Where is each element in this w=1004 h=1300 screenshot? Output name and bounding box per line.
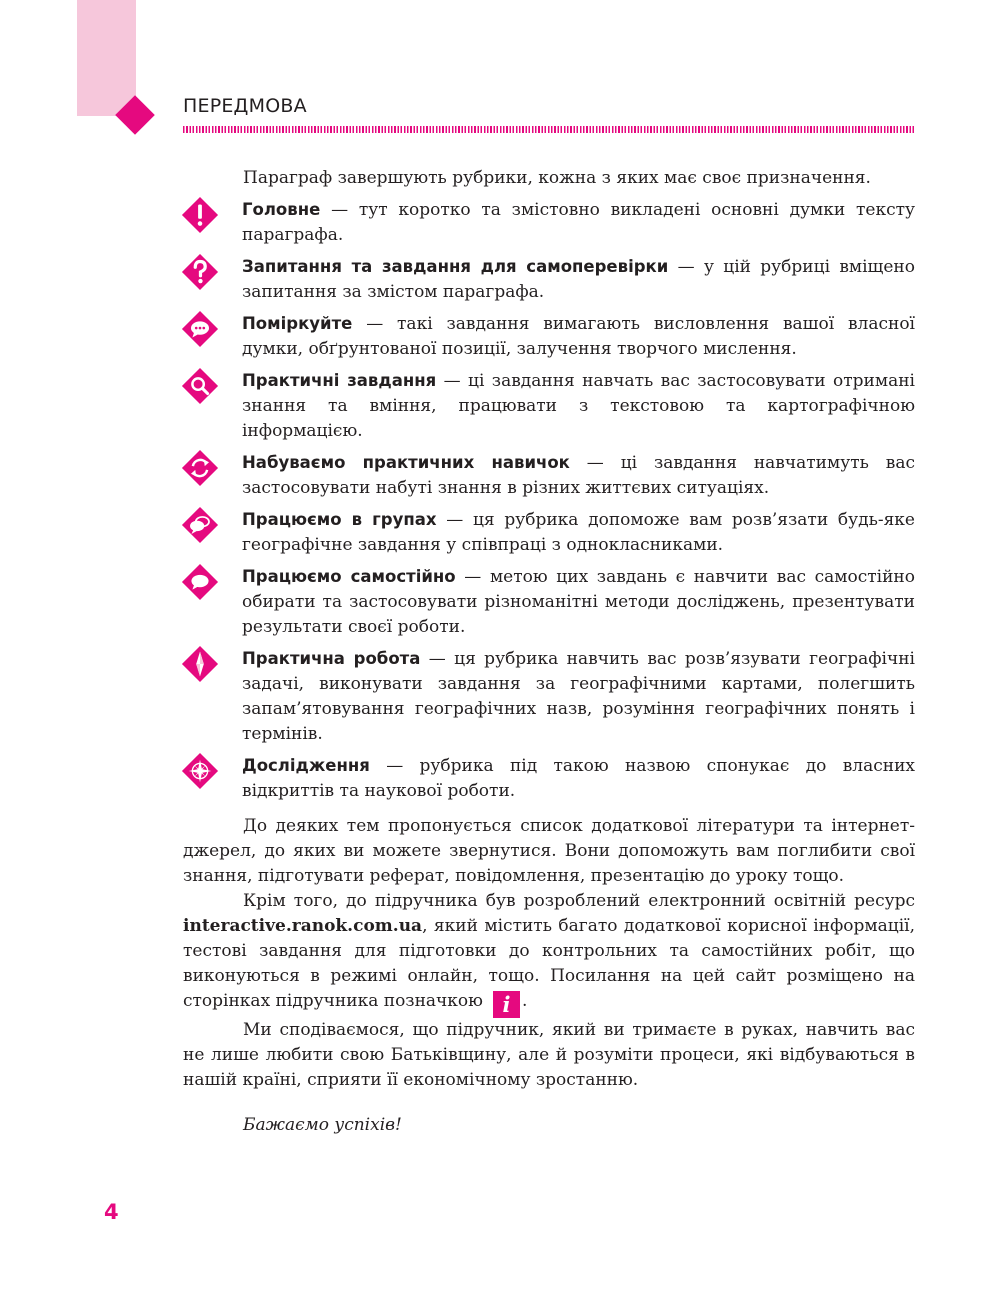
rubric-name: Поміркуйте	[242, 314, 353, 333]
rubric-self-check	[183, 254, 915, 305]
rubric-group-work	[183, 507, 915, 558]
speech-bubble-dots-icon	[181, 310, 219, 348]
compass-needle-icon	[181, 645, 219, 683]
resource-text-before: Крім того, до підручника був розроблений електронний освітній ресурс	[243, 891, 915, 911]
closing-wish: Бажаємо успіхів!	[243, 1115, 402, 1135]
page-content	[183, 166, 915, 1138]
literature-paragraph: До деяких тем пропонується список додаткової літератури та інтернет-джерел, до яких ви можете звернутися. Вони допоможуть вам поглибити свої знання, підготувати реферат, повідомлення, презентацію до уроку тощо.	[183, 816, 915, 886]
info-icon: i	[493, 991, 520, 1018]
rubric-description: — рубрика під такою назвою спонукає до власних відкриттів та наукової роботи.	[242, 756, 915, 801]
rubric-main	[183, 197, 915, 248]
rubric-description: — метою цих завдань є навчити вас самостійно обирати та застосовувати різноманітні методи досліджень, презентувати результати своєї роботи.	[242, 567, 915, 637]
rubric-research	[183, 753, 915, 804]
bubble-icon	[181, 563, 219, 601]
rubric-name: Дослідження	[242, 756, 370, 775]
rubric-description: — тут коротко та змістовно викладені основні думки тексту параграфа.	[242, 200, 915, 245]
page-number: 4	[104, 1200, 119, 1224]
resource-text-after: , який містить багато додаткової корисної інформації, тестові завдання для підготовки до контрольних та самостійних робіт, що виконуються в режимі онлайн, тощо. Посилання на цей сайт розміщено на сторінках підручника позначкою	[183, 916, 915, 1011]
rubric-practical-tasks	[183, 368, 915, 444]
rubric-description: — ці завдання навчать вас застосовувати отримані знання та вміння, працювати з текстовою та картографічною інформацією.	[242, 371, 915, 441]
rubric-name: Головне	[242, 200, 321, 219]
question-icon	[181, 253, 219, 291]
rubric-name: Запитання та завдання для самоперевірки	[242, 257, 669, 276]
rubric-name: Практичні завдання	[242, 371, 437, 390]
compass-rose-icon	[181, 752, 219, 790]
rubric-name: Набуваємо практичних навичок	[242, 453, 570, 472]
two-bubbles-icon	[181, 506, 219, 544]
magnifier-icon	[181, 367, 219, 405]
hope-paragraph: Ми сподіваємося, що підручник, який ви тримаєте в руках, навчить вас не лише любити свою Батьківщину, але й розуміти процеси, які відбуваються в нашій країні, сприяти її економічному зростанню.	[183, 1020, 915, 1090]
resource-text-end: .	[521, 991, 528, 1011]
page-title: ПЕРЕДМОВА	[183, 95, 307, 117]
rubric-description: — ці завдання навчатимуть вас застосовувати набуті знання в різних життєвих ситуаціях.	[242, 453, 915, 498]
pink-corner-tab	[77, 0, 136, 116]
rubric-description: — такі завдання вимагають висловлення вашої власної думки, обґрунтованої позиції, залучення творчого мислення.	[242, 314, 915, 359]
resource-paragraph	[183, 889, 915, 1018]
cycle-arrows-icon	[181, 449, 219, 487]
exclamation-icon	[181, 196, 219, 234]
rubric-independent-work	[183, 564, 915, 640]
rubric-name: Працюємо самостійно	[242, 567, 456, 586]
rubric-description: — у цій рубриці вміщено запитання за змістом параграфа.	[242, 257, 915, 302]
rubric-name: Працюємо в групах	[242, 510, 437, 529]
rubric-description: — ця рубрика допоможе вам розв’язати будь-яке географічне завдання у співпраці з однокласниками.	[242, 510, 915, 555]
rubric-think	[183, 311, 915, 362]
rubric-practical-skills	[183, 450, 915, 501]
header-dotted-rule	[183, 126, 915, 133]
rubric-practical-work	[183, 646, 915, 747]
rubric-name: Практична робота	[242, 649, 421, 668]
intro-paragraph: Параграф завершують рубрики, кожна з яких має своє призначення.	[243, 168, 871, 188]
resource-site-link[interactable]: interactive.ranok.com.ua	[183, 916, 423, 936]
rubric-description: — ця рубрика навчить вас розв’язувати географічні задачі, виконувати завдання за географічними картами, полегшить запам’ятовування географічних назв, розуміння географічних понять і термінів.	[242, 649, 915, 744]
